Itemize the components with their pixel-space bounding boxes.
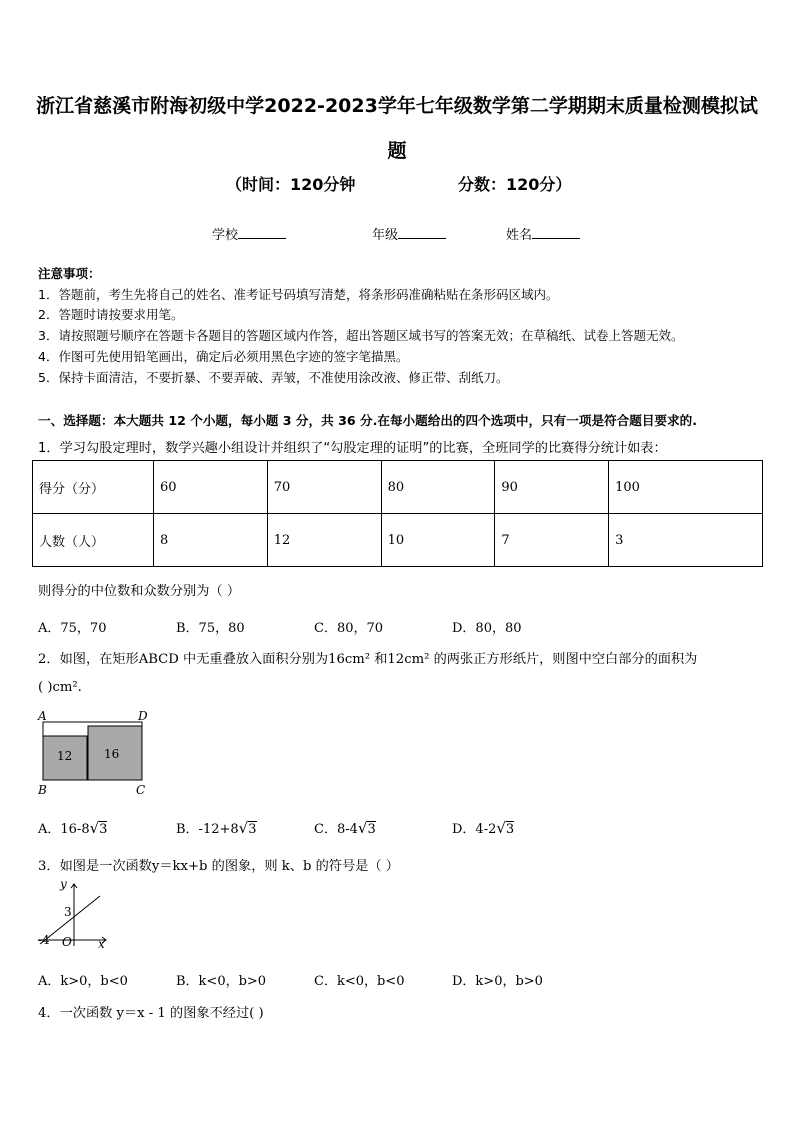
sqrt-icon: √ xyxy=(496,819,506,837)
intercept-minus4-label: -4 xyxy=(38,933,50,947)
grade-field[interactable] xyxy=(372,224,446,243)
q2-option-b[interactable] xyxy=(176,818,257,837)
q2-option-c[interactable] xyxy=(314,818,376,837)
q1-stem: 1．学习勾股定理时，数学兴趣小组设计并组织了“勾股定理的证明”的比赛，全班同学的比赛得分统计如表： xyxy=(38,441,667,456)
q3-option-c[interactable]: C．k<0，b<0 xyxy=(314,974,405,989)
score-table xyxy=(32,460,763,567)
sqrt-icon: √ xyxy=(89,819,100,837)
vertex-a: A xyxy=(38,709,47,723)
name-field[interactable] xyxy=(506,224,580,243)
name-label: 姓名 xyxy=(506,228,533,243)
exam-title-line2: 题 xyxy=(387,140,407,162)
table-cell: 人数（人） xyxy=(33,514,154,567)
table-cell: 90 xyxy=(495,461,609,514)
table-cell: 8 xyxy=(154,514,268,567)
exam-title-line1: 浙江省慈溪市附海初级中学2022-2023学年七年级数学第二学期期末质量检测模拟试 xyxy=(36,95,758,117)
sqrt-radicand: 3 xyxy=(367,822,376,837)
q2-stem-cont: ( )cm². xyxy=(38,680,82,695)
rectangle-figure xyxy=(34,706,154,798)
note-item: 2．答题时请按要求用笔。 xyxy=(38,307,184,323)
total-score: 分数：120分） xyxy=(458,175,572,194)
vertex-c: C xyxy=(136,783,146,797)
notes-section xyxy=(38,264,683,388)
q4-stem: 4．一次函数 y＝x - 1 的图象不经过( ) xyxy=(38,1006,264,1021)
x-label: x xyxy=(98,937,105,951)
table-cell: 7 xyxy=(495,514,609,567)
linear-graph-figure xyxy=(34,876,114,952)
grade-label: 年级 xyxy=(372,228,399,243)
sqrt-icon: √ xyxy=(238,819,249,837)
q2-stem: 2．如图，在矩形ABCD 中无重叠放入面积分别为16cm² 和12cm² 的两张正方形纸片，则图中空白部分的面积为 xyxy=(38,652,698,667)
school-blank[interactable] xyxy=(238,226,286,239)
q3-option-b[interactable]: B．k<0，b>0 xyxy=(176,974,267,989)
grade-blank[interactable] xyxy=(398,226,446,239)
sqrt-radicand: 3 xyxy=(99,822,108,837)
vertex-d: D xyxy=(138,709,148,723)
sqrt-radicand: 3 xyxy=(505,822,515,837)
table-cell: 3 xyxy=(609,514,763,567)
table-cell: 12 xyxy=(267,514,381,567)
note-item: 5．保持卡面清洁，不要折暴、不要弄破、弄皱，不准使用涂改液、修正带、刮纸刀。 xyxy=(38,369,509,385)
option-text: B．-12+8 xyxy=(176,822,239,837)
q1-question: 则得分的中位数和众数分别为（ ） xyxy=(38,584,241,599)
q1-option-a[interactable]: A．75，70 xyxy=(38,621,107,636)
q3-stem: 3．如图是一次函数y＝kx+b 的图象，则 k、b 的符号是（ ） xyxy=(38,859,399,874)
table-cell: 得分（分） xyxy=(33,461,154,514)
school-label: 学校 xyxy=(212,228,239,243)
table-cell: 80 xyxy=(381,461,495,514)
time-limit: （时间：120分钟 xyxy=(226,175,356,194)
section-heading: 一、选择题：本大题共 12 个小题，每小题 3 分，共 36 分.在每小题给出的四个选项中，只有一项是符合题目要求的. xyxy=(38,413,698,428)
table-cell: 60 xyxy=(154,461,268,514)
label-12: 12 xyxy=(57,749,73,763)
note-item: 3．请按照题号顺序在答题卡各题目的答题区域内作答，超出答题区域书写的答案无效；在草稿纸、试卷上答题无效。 xyxy=(38,328,684,344)
table-cell: 10 xyxy=(381,514,495,567)
q2-option-a[interactable] xyxy=(38,818,107,837)
note-item: 1．答题前，考生先将自己的姓名、准考证号码填写清楚，将条形码准确粘贴在条形码区域内。 xyxy=(38,286,559,302)
vertex-b: B xyxy=(38,783,47,797)
option-text: C．8-4 xyxy=(314,822,358,837)
q1-option-d[interactable]: D．80，80 xyxy=(452,621,522,636)
table-cell: 70 xyxy=(267,461,381,514)
note-item: 4．作图可先使用铅笔画出，确定后必须用黑色字迹的签字笔描黑。 xyxy=(38,348,409,364)
q2-option-d[interactable] xyxy=(452,818,514,837)
name-blank[interactable] xyxy=(532,226,580,239)
origin-label: O xyxy=(62,935,72,949)
q1-option-c[interactable]: C．80，70 xyxy=(314,621,384,636)
table-row xyxy=(33,514,763,567)
table-cell: 100 xyxy=(609,461,763,514)
sqrt-radicand: 3 xyxy=(248,822,257,837)
sqrt-icon: √ xyxy=(357,819,368,837)
y-label: y xyxy=(60,877,67,891)
q1-option-b[interactable]: B．75，80 xyxy=(176,621,245,636)
exam-title xyxy=(30,84,764,174)
label-16: 16 xyxy=(104,747,120,761)
intercept-3-label: 3 xyxy=(64,905,72,919)
q3-option-d[interactable]: D．k>0，b>0 xyxy=(452,974,543,989)
notes-heading: 注意事项： xyxy=(38,266,101,281)
option-text: A．16-8 xyxy=(38,822,90,837)
option-text: D．4-2 xyxy=(452,822,497,837)
school-field[interactable] xyxy=(212,224,286,243)
q3-option-a[interactable]: A．k>0，b<0 xyxy=(38,974,128,989)
table-row xyxy=(33,461,763,514)
